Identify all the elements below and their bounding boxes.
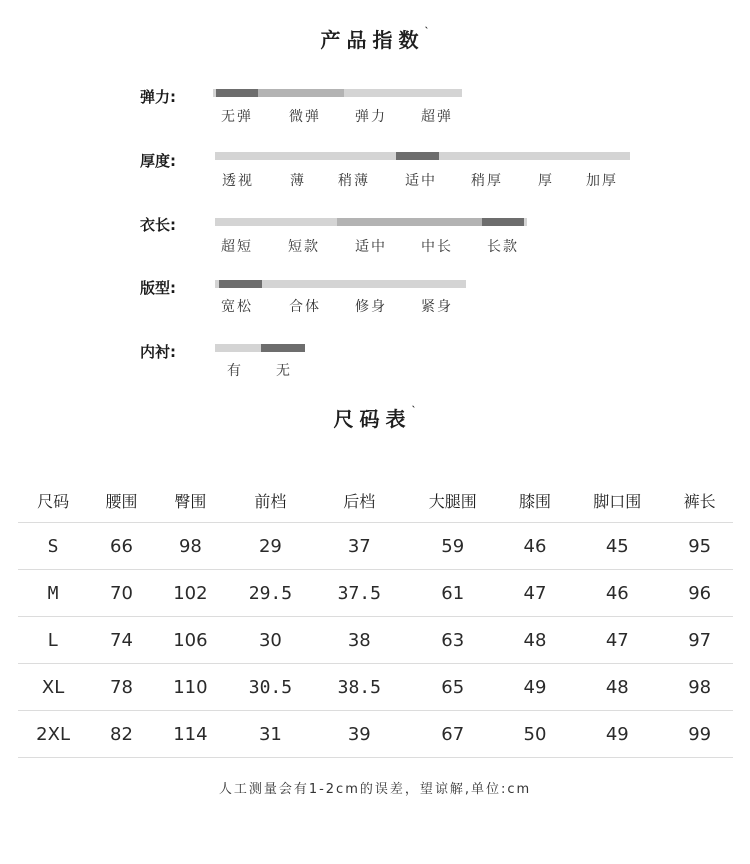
- table-row: [18, 711, 733, 758]
- thickness-bar-selected: [396, 152, 439, 160]
- table-cell: 66: [88, 523, 155, 570]
- length-bar-selected: [482, 218, 524, 226]
- lining-bar-track: [215, 344, 261, 352]
- table-cell: 48: [502, 617, 569, 664]
- metric-label-elasticity: 弹力:: [140, 88, 176, 106]
- table-cell: 114: [155, 711, 226, 758]
- table-cell: 30.5: [226, 664, 315, 711]
- table-cell: 38.5: [315, 664, 404, 711]
- table-cell: 78: [88, 664, 155, 711]
- fit-bar-selected: [219, 280, 262, 288]
- fit-option: 宽松: [221, 299, 253, 315]
- table-cell: 45: [568, 523, 666, 570]
- table-cell: 49: [502, 664, 569, 711]
- table-header-cell: 大腿围: [428, 491, 477, 511]
- title-accent-mark: ˎ: [424, 18, 430, 29]
- table-cell: 29.5: [226, 570, 315, 617]
- table-cell: 82: [88, 711, 155, 758]
- length-option: 适中: [355, 239, 387, 255]
- table-header-cell: 前档: [254, 491, 287, 511]
- table-header-cell: 裤长: [683, 491, 716, 511]
- lining-option: 无: [276, 363, 292, 379]
- table-cell: 59: [404, 523, 502, 570]
- table-cell: 37.5: [315, 570, 404, 617]
- table-cell: M: [18, 570, 88, 617]
- elasticity-bar-segment: [258, 89, 344, 97]
- table-cell: 65: [404, 664, 502, 711]
- table-cell: 2XL: [18, 711, 88, 758]
- table-cell: 50: [502, 711, 569, 758]
- table-cell: 39: [315, 711, 404, 758]
- metric-label-length: 衣长:: [140, 216, 176, 234]
- elasticity-bar-selected: [216, 89, 258, 97]
- table-cell: 47: [502, 570, 569, 617]
- table-cell: 37: [315, 523, 404, 570]
- table-cell: 48: [568, 664, 666, 711]
- table-header-cell: 腰围: [105, 491, 138, 511]
- elasticity-option: 微弹: [289, 109, 321, 125]
- thickness-option: 加厚: [586, 173, 618, 189]
- size-chart-title: [0, 397, 750, 432]
- fit-option: 修身: [355, 299, 387, 315]
- table-cell: 97: [666, 617, 733, 664]
- length-bar-track: [215, 218, 337, 226]
- length-bar-end: [524, 218, 527, 226]
- thickness-option: 透视: [222, 173, 254, 189]
- elasticity-option: 超弹: [421, 109, 453, 125]
- metric-label-fit: 版型:: [140, 279, 176, 297]
- metric-label-lining: 内衬:: [140, 343, 176, 361]
- table-header-cell: 臀围: [174, 491, 207, 511]
- thickness-option: 适中: [405, 173, 437, 189]
- table-cell: 95: [666, 523, 733, 570]
- table-row: [18, 617, 733, 664]
- table-cell: 31: [226, 711, 315, 758]
- table-cell: 74: [88, 617, 155, 664]
- table-cell: 98: [666, 664, 733, 711]
- thickness-option: 稍厚: [471, 173, 503, 189]
- table-cell: 98: [155, 523, 226, 570]
- table-cell: 46: [568, 570, 666, 617]
- lining-option: 有: [227, 363, 243, 379]
- elasticity-option: 弹力: [355, 109, 387, 125]
- size-table: [18, 478, 733, 758]
- thickness-option: 稍薄: [338, 173, 370, 189]
- table-cell: S: [18, 523, 88, 570]
- table-cell: 47: [568, 617, 666, 664]
- table-cell: 61: [404, 570, 502, 617]
- table-row: [18, 570, 733, 617]
- metric-label-thickness: 厚度:: [140, 152, 176, 170]
- thickness-option: 厚: [538, 173, 554, 189]
- title-accent-mark: ˎ: [411, 397, 417, 408]
- table-cell: 110: [155, 664, 226, 711]
- table-cell: 38: [315, 617, 404, 664]
- table-header-cell: 尺码: [37, 491, 70, 511]
- table-cell: 70: [88, 570, 155, 617]
- thickness-option: 薄: [290, 173, 306, 189]
- length-option: 中长: [421, 239, 453, 255]
- fit-option: 紧身: [421, 299, 453, 315]
- table-cell: 49: [568, 711, 666, 758]
- length-option: 短款: [288, 239, 320, 255]
- fit-option: 合体: [289, 299, 321, 315]
- table-header-cell: 脚口围: [593, 491, 642, 511]
- size-chart-title-text: 尺码表: [333, 407, 412, 431]
- lining-bar-selected: [261, 344, 305, 352]
- table-header-cell: 后档: [343, 491, 376, 511]
- length-bar-segment: [337, 218, 482, 226]
- table-cell: 63: [404, 617, 502, 664]
- table-cell: 46: [502, 523, 569, 570]
- length-option: 超短: [221, 239, 253, 255]
- table-cell: L: [18, 617, 88, 664]
- elasticity-option: 无弹: [221, 109, 253, 125]
- table-cell: 30: [226, 617, 315, 664]
- table-cell: 99: [666, 711, 733, 758]
- table-row: [18, 664, 733, 711]
- table-cell: 106: [155, 617, 226, 664]
- table-cell: 29: [226, 523, 315, 570]
- table-cell: 96: [666, 570, 733, 617]
- length-option: 长款: [487, 239, 519, 255]
- product-index-title-text: 产品指数: [320, 28, 425, 52]
- table-cell: XL: [18, 664, 88, 711]
- table-row: [18, 523, 733, 570]
- table-cell: 102: [155, 570, 226, 617]
- measurement-note: 人工测量会有1-2cm的误差，望谅解,单位:cm: [218, 782, 532, 797]
- table-header-cell: 膝围: [518, 491, 551, 511]
- size-table-header-row: [18, 478, 733, 523]
- table-cell: 67: [404, 711, 502, 758]
